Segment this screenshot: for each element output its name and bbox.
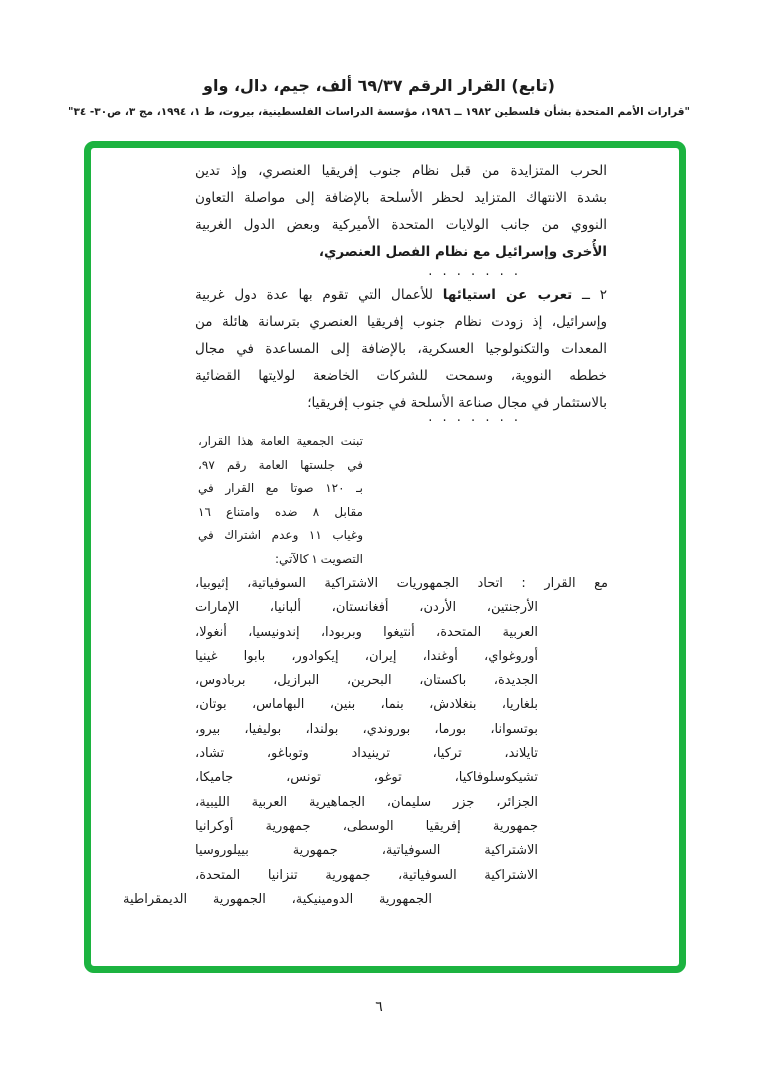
paragraph-2 bbox=[195, 282, 607, 417]
text-line: بوتسوانا، بورما، بوروندي، بولندا، بوليفيا، بيرو، bbox=[195, 721, 538, 737]
text-line: بلغاريا، بنغلادش، بنما، بنين، البهاماس، بوتان، bbox=[195, 697, 538, 713]
clause-number: ٢ ــ bbox=[572, 287, 607, 303]
text-line: تايلاند، تركيا، ترينيداد وتوباغو، تشاد، bbox=[195, 746, 538, 762]
text-line bbox=[195, 282, 607, 309]
clause-lead-bold: تعرب عن استيائها bbox=[442, 287, 573, 303]
text-line: تشيكوسلوفاكيا، توغو، تونس، جاميكا، bbox=[195, 770, 538, 786]
text-line: الاشتراكية السوفياتية، جمهورية بييلوروسيا bbox=[195, 843, 538, 859]
text-line: الجديدة، باكستان، البحرين، البرازيل، بربادوس، bbox=[195, 673, 538, 689]
text-line: الحرب المتزايدة من قبل نظام جنوب إفريقيا العنصري، وإذ تدين bbox=[195, 163, 607, 179]
text-line: بالاستثمار في مجال صناعة الأسلحة في جنوب إفريقيا؛ bbox=[307, 395, 607, 411]
text-line: الأرجنتين، الأردن، أفغانستان، ألبانيا، الإمارات bbox=[195, 600, 538, 616]
ellipsis-row: . . . . . . . bbox=[428, 410, 519, 425]
source-citation: "قرارات الأمم المتحدة بشأن فلسطين ١٩٨٢ ــ ١٩٨٦، مؤسسة الدراسات الفلسطينية، بيروت، ط ١، ١٩٩٤، مج ٣، ص٣٠- ٣٤" bbox=[67, 106, 691, 118]
text-line: التصويت ١ كالآتي: bbox=[274, 551, 363, 566]
paragraph-continuation bbox=[195, 158, 607, 266]
text-line: خططه النووية، وسمحت للشركات الخاضعة لولايتها القضائية bbox=[195, 368, 607, 384]
text-line: بشدة الانتهاك المتزايد لحظر الأسلحة بالإضافة إلى مواصلة التعاون bbox=[195, 190, 607, 206]
text-line: وإسرائيل، إذ زودت نظام جنوب إفريقيا العنصري بترسانة هائلة من bbox=[195, 314, 607, 330]
vote-list-last-line: الجمهورية الدومينيكية، الجمهورية الديمقراطية bbox=[123, 892, 432, 907]
page-title: (تابع) القرار الرقم ٦٩/٣٧ ألف، جيم، دال، واو bbox=[203, 76, 555, 95]
text-line: الجزائر، جزر سليمان، الجماهيرية العربية الليبية، bbox=[195, 794, 538, 810]
ellipsis-row: . . . . . . . bbox=[428, 264, 519, 279]
vote-in-favour-list bbox=[195, 572, 608, 888]
text-line: في جلستها العامة رقم ٩٧، bbox=[198, 457, 363, 472]
page-number: ٦ bbox=[375, 999, 383, 1015]
vote-separator: : bbox=[502, 576, 545, 591]
vote-label: مع القرار bbox=[544, 576, 608, 591]
text-line: النووي من جانب الولايات المتحدة الأميركية وبعض الدول الغربية bbox=[195, 217, 607, 233]
adoption-note bbox=[198, 430, 363, 571]
text-line-bold: الأُخرى وإسرائيل مع نظام الفصل العنصري، bbox=[318, 244, 607, 260]
text-line: تبنت الجمعية العامة هذا القرار، bbox=[198, 434, 363, 448]
text-line: العربية المتحدة، أنتيغوا وبربودا، إندونيسيا، أنغولا، bbox=[195, 624, 538, 640]
text-line: بـ ١٢٠ صوتا مع القرار في bbox=[198, 481, 363, 495]
clause-rest: للأعمال التي تقوم بها عدة دول غربية bbox=[195, 287, 443, 303]
text-line: أوروغواي، أوغندا، إيران، إيكوادور، بابوا غينيا bbox=[195, 648, 538, 664]
text-line: جمهورية إفريقيا الوسطى، جمهورية أوكرانيا bbox=[195, 818, 538, 834]
text-line: مقابل ٨ ضده وامتناع ١٦ bbox=[198, 504, 363, 519]
text-line: المعدات والتكنولوجيا العسكرية، بالإضافة إلى المساعدة في مجال bbox=[195, 341, 607, 357]
text-line bbox=[195, 572, 608, 596]
vote-first-entries: اتحاد الجمهوريات الاشتراكية السوفياتية، إثيوبيا، bbox=[195, 576, 503, 591]
text-line: الاشتراكية السوفياتية، جمهورية تنزانيا المتحدة، bbox=[195, 867, 538, 883]
text-line: وغياب ١١ وعدم اشتراك في bbox=[198, 528, 363, 542]
